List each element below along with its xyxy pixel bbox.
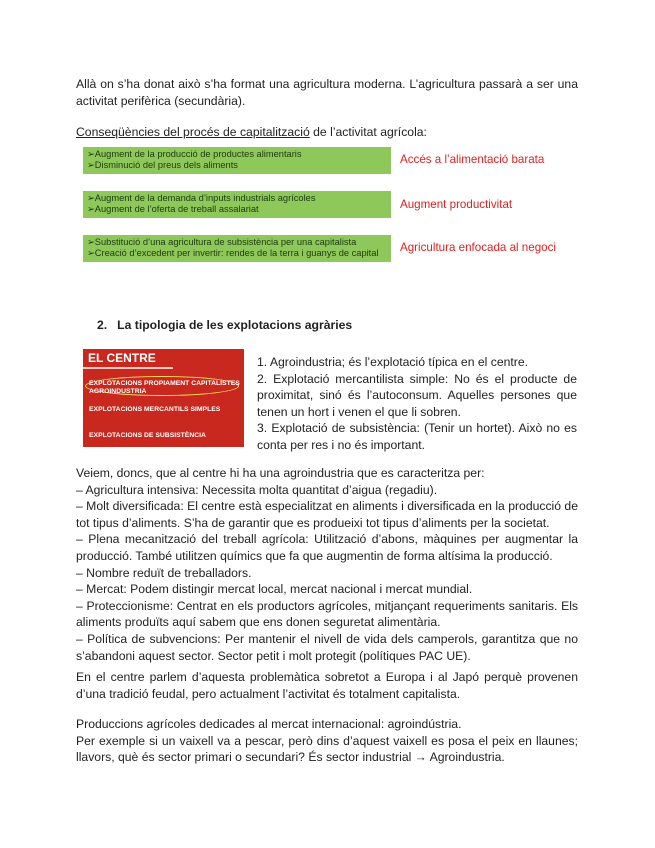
panel-title: EL CENTRE — [83, 349, 173, 369]
intro-paragraph: Allà on s’ha donat això s’ha format una agricultura moderna. L’agricultura passarà a ser una activitat perifèrica (secundària). — [76, 77, 578, 108]
consequence-box-1 — [83, 147, 391, 174]
consequences-heading-link[interactable]: Conseqüències del procés de capitalització — [76, 125, 310, 139]
centre-panel-image — [83, 349, 244, 447]
consequences-heading — [76, 124, 578, 141]
consequence-line: ➢Augment de l’oferta de treball assalariat — [87, 203, 259, 214]
consequence-line: ➢Augment de la producció de productes alimentaris — [87, 149, 302, 159]
centre-item: – Agricultura intensiva: Necessita molta quantitat d’aigua (regadiu). — [76, 482, 438, 497]
centre-intro: Veiem, doncs, que al centre hi ha una agroindustria que es caracteritza per: — [76, 466, 485, 480]
panel-item: EXPLOTACIONS DE SUBSISTÈNCIA — [89, 432, 206, 439]
panel-item: EXPLOTACIONS PROPIAMENT CAPITALISTES — [89, 380, 240, 387]
consequence-result-3: Agricultura enfocada al negoci — [400, 241, 556, 254]
consequence-box-2 — [83, 191, 391, 218]
section-heading — [97, 318, 352, 332]
type-3: 3. Explotació de subsistència: (Tenir un hortet). Això no es conta per res i no és important. — [257, 421, 577, 452]
produccions-line-1: Produccions agrícoles dedicades al mercat internacional: agroindústria. — [76, 717, 462, 731]
section-number: 2. — [97, 318, 108, 332]
centre-item: – Política de subvencions: Per mantenir el nivell de vida dels camperols, garantitza que no s’abandoni aquest sector. Sector petit i molt protegit (polítiques PAC UE). — [76, 631, 578, 663]
centre-item: – Molt diversificada: El centre està especialitzat en aliments i diversificada en la producció de tot tipus d’aliments. S’ha de garantir que es produeixi tot tipus d’aliments per la societat. — [76, 499, 578, 530]
type-1: 1. Agroindustria; és l’explotació típica en el centre. — [257, 355, 528, 369]
panel-item: EXPLOTACIONS MERCANTILS SIMPLES — [89, 406, 221, 413]
consequence-line: ➢Augment de la demanda d’inputs industrials agrícoles — [87, 193, 316, 203]
types-list — [257, 354, 577, 454]
centre-item: – Nombre reduït de treballadors. — [76, 565, 252, 580]
produccions-paragraph — [76, 716, 578, 766]
consequence-line: ➢Disminució del preus dels aliments — [87, 159, 238, 170]
centre-characteristics — [76, 465, 578, 664]
consequence-line: ➢Creació d’excedent per invertir: rendes de la terra i guanys de capital — [87, 247, 379, 258]
consequence-result-1: Accés a l’alimentació barata — [400, 153, 545, 166]
consequences-heading-rest: de l’activitat agrícola: — [309, 125, 427, 139]
centre-item: – Proteccionisme: Centrat en els productors agrícoles, mitjançant requeriments sanitaris. Els aliments produïts aquí sabem que ens donen seguretat alimentària. — [76, 598, 578, 630]
section-title: La tipologia de les explotacions agràries — [117, 318, 353, 332]
consequence-box-3 — [83, 235, 391, 262]
consequence-result-2: Augment productivitat — [400, 198, 513, 211]
type-2: 2. Explotació mercantilista simple: No és el producte de proximitat, sinó és l’autoconsum. Aquelles persones que tenen un hort i venen el que li sobren. — [257, 371, 577, 419]
centre-item: – Mercat: Podem distingir mercat local, mercat nacional i mercat mundial. — [76, 582, 473, 597]
produccions-line-2: Per exemple si un vaixell va a pescar, però dins d’aquest vaixell es posa el peix en llaunes; llavors, què és sector primari o secundari? És sector industrial → Agroindustria. — [76, 733, 578, 765]
consequence-line: ➢Substitució d’una agricultura de subsistència per una capitalista — [87, 237, 357, 247]
centre-item: – Plena mecanització del treball agrícola: Utilització d’abons, màquines per augmentar la producció. També utilitzen químics que fa que augmentin de forma altísima la producció. — [76, 532, 578, 563]
europe-paragraph: En el centre parlem d’aquesta problemàtica sobretot a Europa i al Japó perquè provenen d’una tradició feudal, pero actualment l’activitat és totalment capitalista. — [76, 670, 578, 701]
panel-item: AGROINDUSTRIA — [89, 388, 147, 395]
